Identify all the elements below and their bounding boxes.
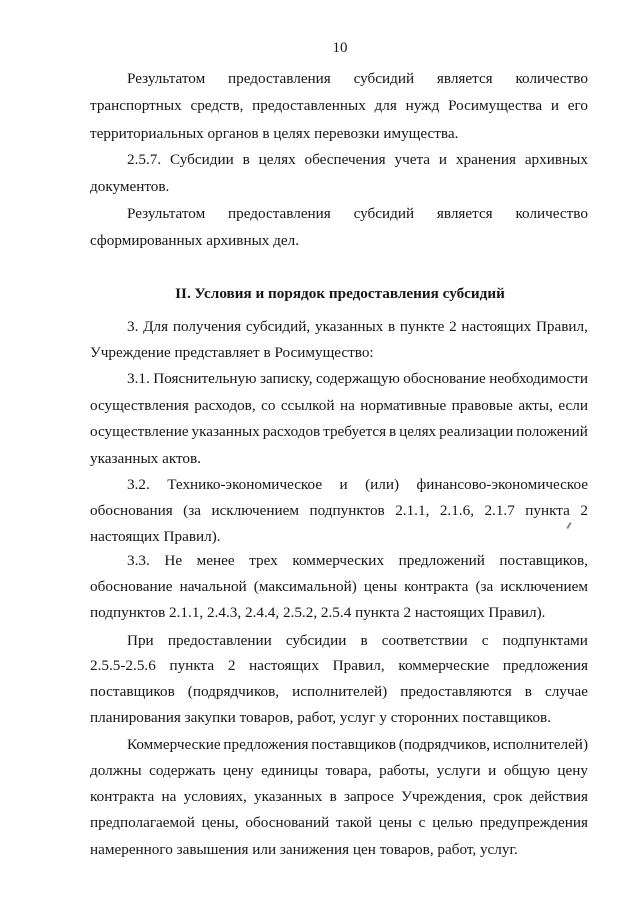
text-line: 3.2. Технико-экономическое и (или) финансово-экономическое [127,476,588,493]
text-line: территориальных органов в целях перевозки имущества. [90,125,459,142]
pen-mark [566,522,571,529]
text-line: 3.1. Пояснительную записку, содержащую обоснование необходимости [127,370,588,387]
text-line: обоснования (за исключением подпунктов 2.1.1, 2.1.6, 2.1.7 пункта 2 [90,502,588,519]
text-line: контракта на условиях, указанных в запросе Учреждения, срок действия [90,788,588,805]
text-line: 3.3. Не менее трех коммерческих предложений поставщиков, [127,552,588,569]
text-line: Учреждение представляет в Росимущество: [90,344,374,361]
text-line: настоящих Правил). [90,528,221,545]
text-line: намеренного завышения или занижения цен товаров, работ, услуг. [90,841,518,858]
page-number: 10 [332,40,348,56]
text-line: 2.5.7. Субсидии в целях обеспечения учета и хранения архивных [127,151,588,168]
text-line: осуществления расходов, со ссылкой на нормативные правовые акты, если [90,397,588,414]
text-line: При предоставлении субсидии в соответствии с подпунктами [127,632,588,649]
text-line: планирования закупки товаров, работ, услуг у сторонних поставщиков. [90,709,552,726]
text-line: поставщиков (подрядчиков, исполнителей) предоставляются в случае [90,683,588,700]
section-heading: II. Условия и порядок предоставления субсидий [175,285,505,302]
text-line: указанных актов. [90,450,201,467]
text-line: транспортных средств, предоставленных для нужд Росимущества и его [90,97,588,114]
text-line: предполагаемой цены, обоснований такой цены с целью предупреждения [90,814,588,831]
text-line: 2.5.5-2.5.6 пункта 2 настоящих Правил, коммерческие предложения [90,657,588,674]
text-line: осуществление указанных расходов требуется в целях реализации положений [90,423,588,440]
text-line: Результатом предоставления субсидий является количество [127,205,588,222]
text-line: сформированных архивных дел. [90,232,300,249]
text-line: подпунктов 2.1.1, 2.4.3, 2.4.4, 2.5.2, 2.5.4 пункта 2 настоящих Правил). [90,604,546,621]
text-line: Коммерческие предложения поставщиков (подрядчиков, исполнителей) [127,736,588,753]
text-line: 3. Для получения субсидий, указанных в пункте 2 настоящих Правил, [127,318,588,335]
text-line: обоснование начальной (максимальной) цены контракта (за исключением [90,578,588,595]
text-line: должны содержать цену единицы товара, работы, услуги и общую цену [90,762,588,779]
text-line: документов. [90,178,170,195]
text-line: Результатом предоставления субсидий является количество [127,70,588,87]
